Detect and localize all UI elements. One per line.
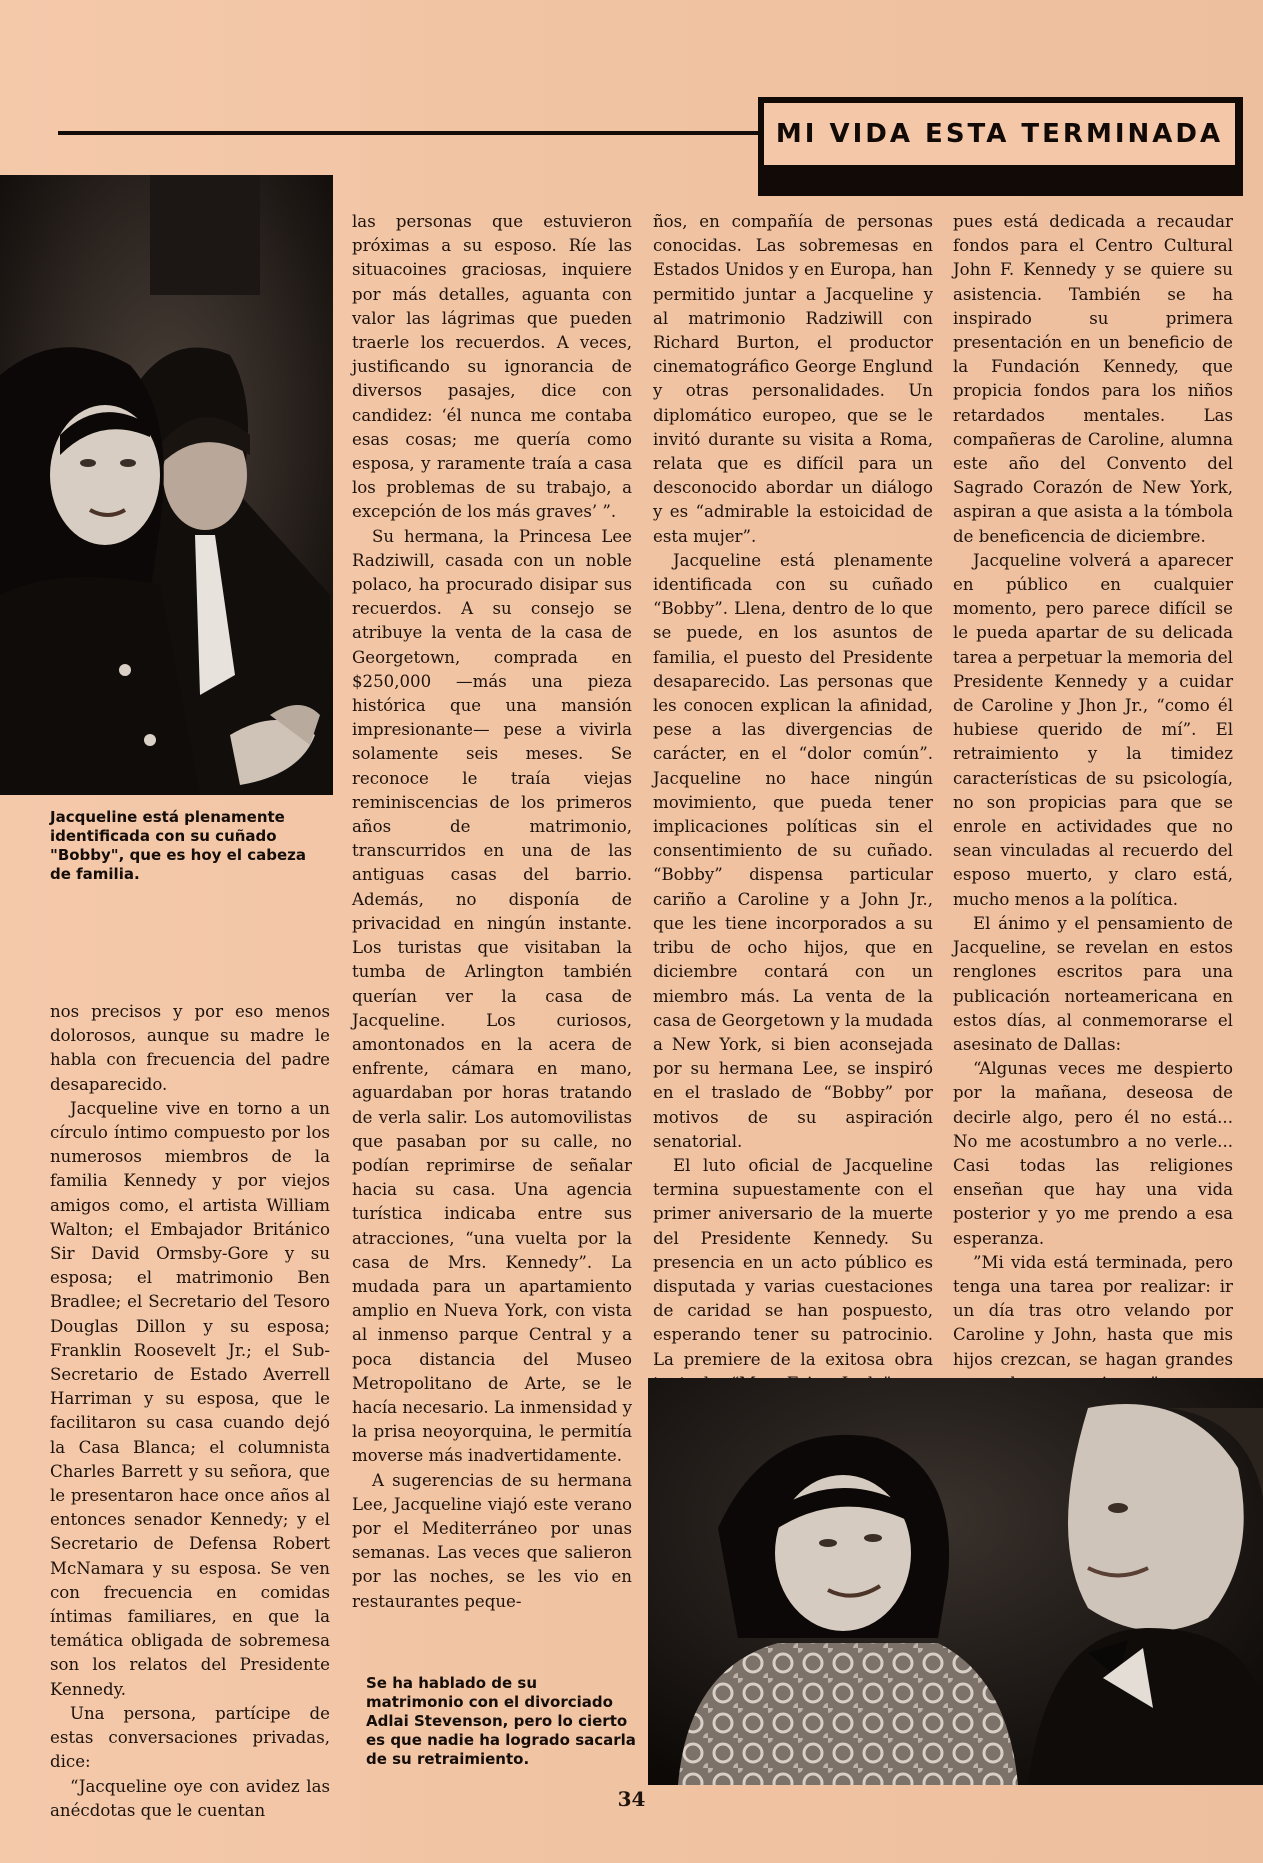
section-header — [758, 97, 1243, 196]
paragraph: El ánimo y el pensamiento de Jacqueline, se revelan en estos renglones escritos para una publicación norteamericana en estos días, al conmemorarse el asesinato de Dallas: — [953, 913, 1233, 1054]
article-column-1 — [50, 1000, 330, 1823]
photo-jacqueline-and-bobby — [0, 175, 333, 795]
photo-caption-top-left: Jacqueline está plenamente identificada con su cuñado "Bobby", que es hoy el cabeza de familia. — [50, 808, 306, 883]
paragraph: ños, en compañía de personas conocidas. Las sobremesas en Estados Unidos y en Europa, han permitido juntar a Jacqueline y al matrimonio Radziwill con Richard Burton, el productor cinematográfico George Englund y otras personalidades. Un diplomático europeo, que se le invitó durante su visita a Roma, relata que es difícil para un desconocido abordar un diálogo y es “admirable la estoicidad de esta mujer”. — [653, 212, 933, 546]
paragraph: El luto oficial de Jacqueline termina supuestamente con el primer aniversario de la muerte del Presidente Kennedy. Su presencia en un acto público es disputada y varias cuestaciones de caridad se han pospuesto, esperando tener su patrocinio. La premiere de la exitosa obra — [653, 1155, 933, 1369]
paragraph: “Algunas veces me despierto por la mañana, deseosa de decirle algo, pero él no está... No me acostumbro a no verle... Casi todas las religiones enseñan que hay una vida posterior y yo me prendo a esa esperanza. — [953, 1059, 1233, 1248]
paragraph: Una persona, partícipe de estas conversaciones privadas, dice: — [50, 1703, 330, 1772]
article-column-3 — [653, 210, 933, 1444]
paragraph: Jacqueline volverá a aparecer en público en cualquier momento, pero parece difícil se le pueda apartar de su delicada tarea a perpetuar la memoria del Presidente Kennedy y a cuidar de Caroline y Jhon Jr., “como él hubiese querido de mí”. El retraimiento y la timidez características de su psicología, no son propicias para que se enrole en actividades que no sean vinculadas al recuerdo del esposo muerto, y claro está, mucho menos a la política. — [953, 550, 1233, 909]
paragraph: Su hermana, la Princesa Lee Radziwill, casada con un noble polaco, ha procurado disipar sus recuerdos. A su consejo se atribuye la venta de la casa de Georgetown, comprada en $250,000 —más una pieza histórica que una mansión impresionante— pese a vivirla solamente seis meses. Se reconoce le traía viejas reminiscencias de los primeros años de matrimonio, transcurridos en una de las antiguas casas del barrio. Además, no disponía de privacidad en ningún instante. Los turistas que visitaban la tumba de Arlington también querían ver la casa de Jacqueline. Los curiosos, amontonados en la acera de enfrente, cámara en mano, aguardaban por horas tratando de verla salir. Los automovilistas que pasaban por su calle, no podían reprimirse de señalar hacia su casa. Una agencia turística indicaba entre sus atracciones, “una vuelta por la casa de Mrs. Kennedy”. La mudada para un apartamiento amplio en Nueva York, con vista al inmenso parque Central y a poca distancia del Museo Metropolitano de Arte, se le hacía necesario. La inmensidad y la prisa neoyorquina, le permitía moverse más inadvertidamente. — [352, 526, 632, 1466]
paragraph: A sugerencias de su hermana Lee, Jacqueline viajó este verano por el Mediterráneo por unas semanas. Las veces que salieron por las noches, se les vio en restaurantes peque- — [352, 1470, 632, 1611]
paragraph: nos precisos y por eso menos dolorosos, aunque su madre le habla con frecuencia del padre desaparecido. — [50, 1002, 330, 1094]
photo-jacqueline-and-bobby-image — [0, 175, 333, 795]
section-title: MI VIDA ESTA TERMINADA — [775, 119, 1224, 149]
paragraph: ”Mi vida está terminada, pero tenga una tarea por realizar: ir un día tras otro velando por Caroline y John, hasta que mis hijos crezcan, se hagan grandes — [953, 1252, 1233, 1369]
paragraph: pues está dedicada a recaudar fondos para el Centro Cultural John F. Kennedy y se quiere su asistencia. También se ha inspirado su primera presentación en un beneficio de la Fundación Kennedy, que propicia fondos para los niños retardados mentales. Las compañeras de Caroline, alumna este año del Convento del Sagrado Corazón de New York, aspiran a que asista a la tómbola de beneficencia de diciembre. — [953, 212, 1233, 546]
article-column-4 — [953, 210, 1233, 1396]
page-number: 34 — [617, 1787, 646, 1811]
paragraph: Jacqueline está plenamente identificada con su cuñado “Bobby”. Llena, dentro de lo que se puede, en los asuntos de familia, el puesto del Presidente desaparecido. Las personas que les conocen explican la afinidad, pese a las divergencias de carácter, en el “dolor común”. Jacqueline no hace ningún movimiento, que pueda tener implicaciones políticas sin el consentimiento de su cuñado. “Bobby” dispensa particular cariño a Caroline y a John Jr., que les tiene incorporados a su tribu de ocho hijos, que en diciembre contará con un miembro más. La venta de la casa de Georgetown y la mudada a New York, si bien aconsejada por su hermana Lee, se inspiró en el traslado de “Bobby” por motivos de su aspiración senatorial. — [653, 550, 933, 1151]
paragraph: “Jacqueline oye con avidez las anécdotas que le cuentan — [50, 1776, 330, 1820]
section-header-label-area — [764, 103, 1235, 165]
photo-caption-bottom: Se ha hablado de su matrimonio con el divorciado Adlai Stevenson, pero lo cierto es que nadie ha logrado sacarla de su retraimiento. — [366, 1674, 636, 1768]
article-column-2 — [352, 210, 632, 1614]
paragraph: Jacqueline vive en torno a un círculo íntimo compuesto por los numerosos miembros de la familia Kennedy y por viejos amigos como, el artista William Walton; el Embajador Británico Sir David Ormsby-Gore y su esposa; el matrimonio Ben Bradlee; el Secretario del Tesoro Douglas Dillon y su esposa; Franklin Roosevelt Jr.; el Sub-Secretario de Estado Averrell Harriman y su esposa, que le facilitaron su casa cuando dejó la Casa Blanca; el columnista Charles Barrett y su señora, que le presentaron hace once años al entonces senador Kennedy; y el Secretario de Defensa Robert McNamara y su esposa. Se ven con frecuencia en comidas íntimas familiares, en que la temática obligada de sobremesa son los relatos del Presidente Kennedy. — [50, 1098, 330, 1699]
paragraph: las personas que estuvieron próximas a su esposo. Ríe las situacoines graciosas, inquiere por más detalles, aguanta con valor las lágrimas que pueden traerle los recuerdos. A veces, justificando su ignorancia de diversos pasajes, dice con candidez: ‘él nunca me contaba esas cosas; me quería como esposa, y raramente traía a casa los problemas de su trabajo, a excepción de los más graves’ ”. — [352, 212, 632, 522]
photo-jacqueline-and-stevenson-image — [648, 1378, 1263, 1785]
header-rule — [58, 131, 758, 135]
photo-jacqueline-and-stevenson — [648, 1378, 1263, 1785]
